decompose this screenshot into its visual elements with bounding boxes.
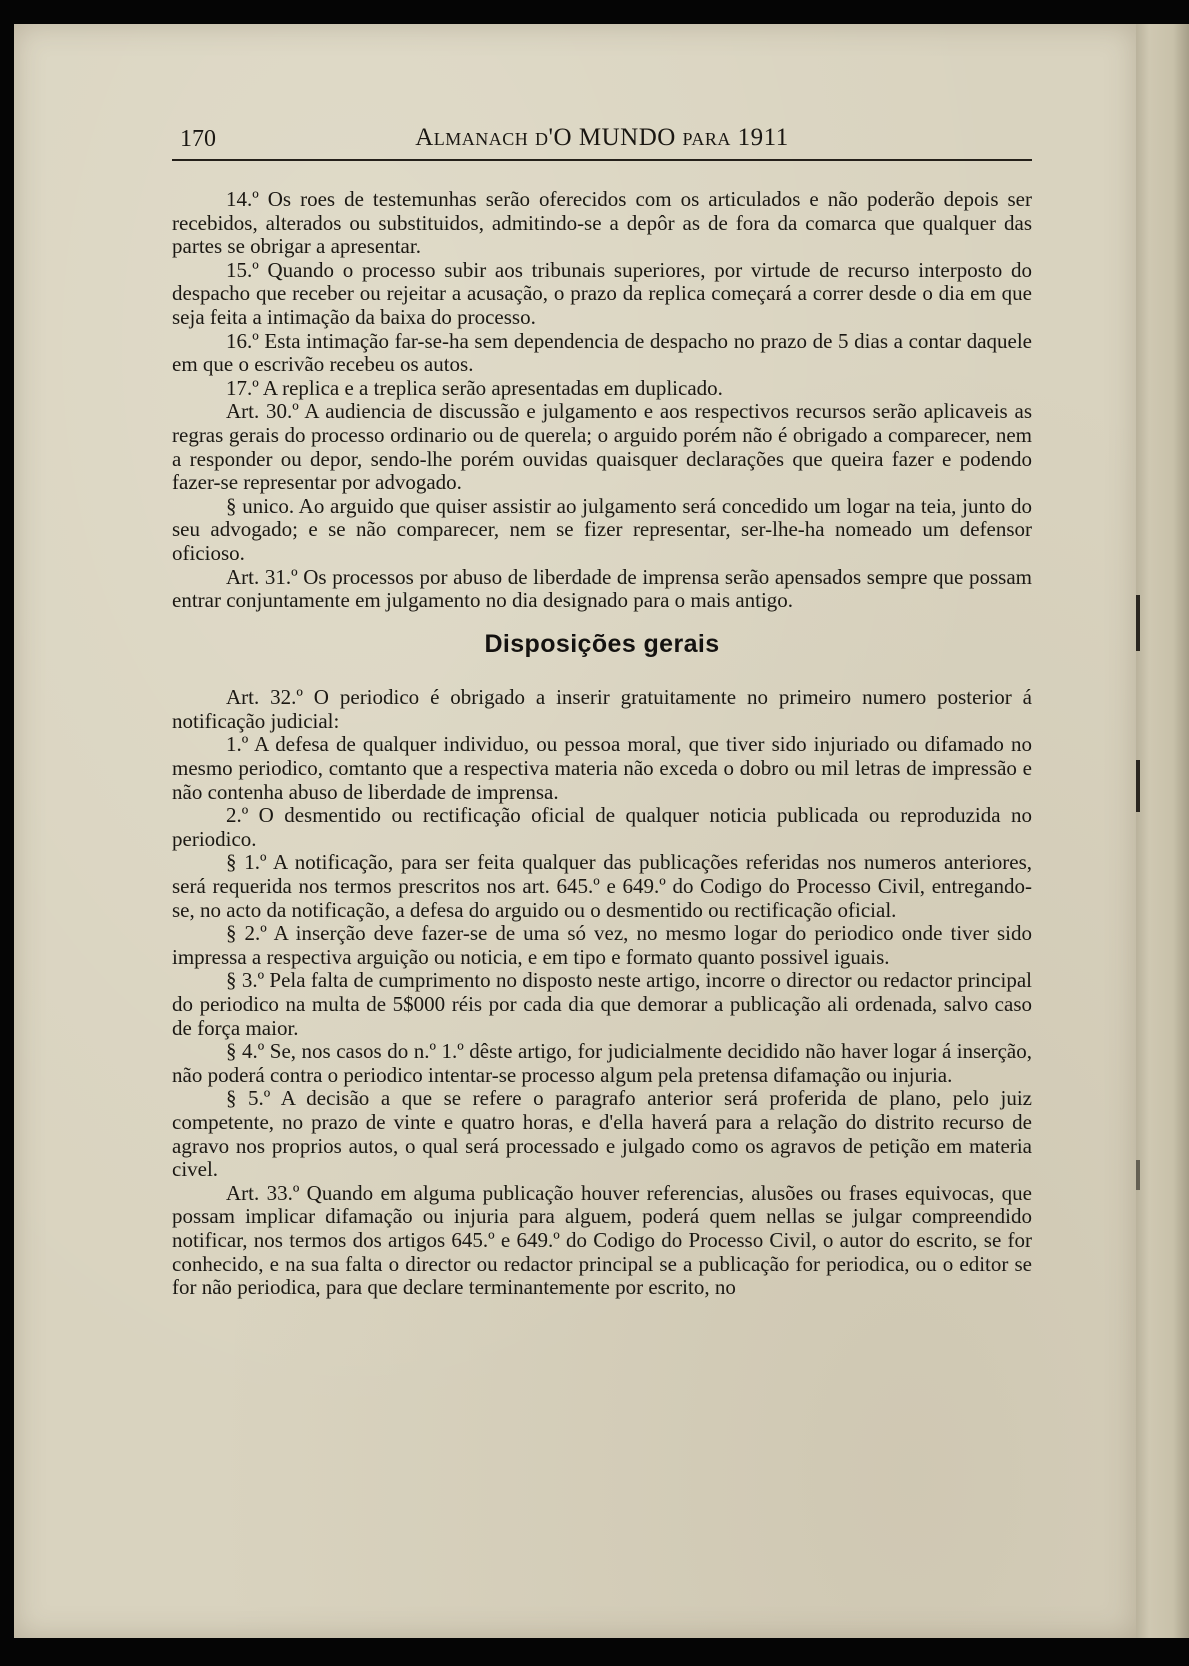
paragraph: 17.º A replica e a treplica serão apresentadas em duplicado. — [226, 375, 723, 400]
page-header — [172, 120, 1032, 156]
paragraph: § 4.º Se, nos casos do n.º 1.º dêste artigo, for judicialmente decidido não haver logar á inserção, não poderá contra o periodico intentar-se processo algum pela pretensa difamação ou injuria. — [172, 1039, 1032, 1087]
paragraph: Art. 30.º A audiencia de discussão e julgamento e aos respectivos recursos serão aplicaveis as regras gerais do processo ordinario ou de querela; o arguido porém não é obrigado a comparecer, nem a responder ou depor, sendo-lhe porém ouvidas quaisquer declarações que queira fazer e podendo fazer-se representar por advogado. — [172, 399, 1032, 495]
paragraph: 2.º O desmentido ou rectificação oficial de qualquer noticia publicada ou reproduzida no periodico. — [172, 803, 1032, 851]
section-heading: Disposições gerais — [484, 629, 720, 658]
paragraph: 16.º Esta intimação far-se-ha sem dependencia de despacho no prazo de 5 dias a contar daquele em que o escrivão recebeu os autos. — [172, 328, 1032, 377]
page-body — [172, 188, 1032, 1300]
running-title: Almanach d'O MUNDO para 1911 — [415, 124, 789, 151]
paragraph: 15.º Quando o processo subir aos tribunais superiores, por virtude de recurso interposto do despacho que receber ou rejeitar a acusação, o prazo da replica começará a correr desde o dia em que seja feita a intimação da baixa do processo. — [172, 257, 1032, 329]
binding-mark — [1136, 595, 1140, 651]
paragraph: Art. 33.º Quando em alguma publicação houver referencias, alusões ou frases equivocas, que possam implicar difamação ou injuria para alguem, poderá quem nellas se julgar compreendido notificar, nos termos dos artigos 645.º e 649.º do Codigo do Processo Civil, o autor do escrito, se for conhecido, e na sua falta o director ou redactor principal se a publicação for periodica, ou o editor se for não periodica, para que declare terminantemente por escrito, no — [172, 1180, 1032, 1300]
paragraph: 1.º A defesa de qualquer individuo, ou pessoa moral, que tiver sido injuriado ou difamado no mesmo periodico, comtanto que a respectiva materia não exceda o dobro ou mil letras de impressão e não contenha abuso de liberdade de imprensa. — [172, 732, 1032, 804]
paragraph: § 2.º A inserção deve fazer-se de uma só vez, no mesmo logar do periodico onde tiver sido impressa a respectiva arguição ou noticia, e em tipo e formato quanto possivel iguais. — [172, 921, 1032, 969]
paragraph: § unico. Ao arguido que quiser assistir ao julgamento será concedido um logar na teia, junto do seu advogado; e se não comparecer, nem se fizer representar, ser-lhe-ha nomeado um defensor oficioso. — [172, 493, 1032, 565]
page-number: 170 — [180, 126, 216, 152]
paragraph: § 1.º A notificação, para ser feita qualquer das publicações referidas nos numeros anteriores, será requerida nos termos prescritos nos art. 645.º e 649.º do Codigo do Processo Civil, entregando-se, no acto da notificação, a defesa do arguido ou o desmentido ou rectificação oficial. — [172, 850, 1032, 922]
paragraph: § 5.º A decisão a que se refere o paragrafo anterior será proferida de plano, pelo juiz competente, no prazo de vinte e quatro horas, e d'ella haverá para a relação do distrito recurso de agravo nos proprios autos, o qual será processado e julgado como os agravos de petição em materia civel. — [172, 1086, 1032, 1182]
binding-mark — [1136, 760, 1140, 812]
paragraph: Art. 32.º O periodico é obrigado a inserir gratuitamente no primeiro numero posterior á notificação judicial: — [172, 685, 1032, 733]
header-rule — [172, 159, 1032, 161]
next-page-edge — [1136, 24, 1189, 1638]
paragraph: Art. 31.º Os processos por abuso de liberdade de imprensa serão apensados sempre que possam entrar conjuntamente em julgamento no dia designado para o mais antigo. — [172, 564, 1032, 613]
paragraph: 14.º Os roes de testemunhas serão oferecidos com os articulados e não poderão depois ser recebidos, alterados ou substituidos, admitindo-se a depôr as de fora da comarca que qualquer das partes se obrigar a apresentar. — [172, 187, 1032, 259]
binding-mark — [1136, 1160, 1140, 1190]
paragraph: § 3.º Pela falta de cumprimento no disposto neste artigo, incorre o director ou redactor principal do periodico na multa de 5$000 réis por cada dia que demorar a publicação ali ordenada, salvo caso de força maior. — [172, 968, 1032, 1040]
